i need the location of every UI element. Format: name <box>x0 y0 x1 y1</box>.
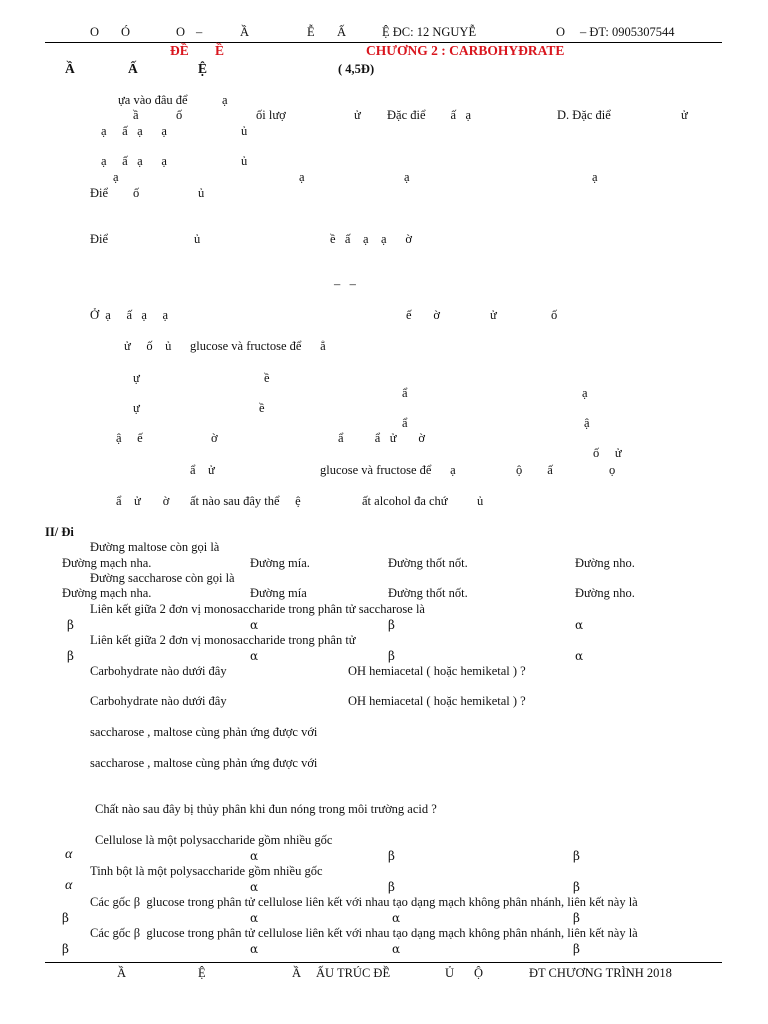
option-a: Đường mạch nha. <box>62 556 152 570</box>
question-fragment: ẩ ử ờ <box>116 494 170 508</box>
option-b: α <box>250 618 259 632</box>
question-fragment: Đặc điể ấ ạ <box>387 108 471 122</box>
question-fragment: ử <box>354 108 361 122</box>
question-stem: OH hemiacetal ( hoặc hemiketal ) ? <box>348 664 526 678</box>
option-d: β <box>573 911 580 925</box>
question-fragment: ố <box>551 308 558 322</box>
question-fragment: ạ ấ ạ ạ <box>101 124 167 138</box>
option-d: β <box>573 942 580 956</box>
option-d: Đường nho. <box>575 586 635 600</box>
question-fragment: ủ <box>241 124 248 138</box>
option-a: α <box>65 878 73 893</box>
question-fragment: Điể ố <box>90 186 140 200</box>
part-2-heading: II/ Đi <box>45 525 74 539</box>
question-fragment: ộ ấ <box>516 463 553 477</box>
question-stem: Carbohydrate nào dưới đây <box>90 694 227 708</box>
option-a: β <box>67 649 74 663</box>
question-stem: Các gốc β glucose trong phân tử cellulose liên kết với nhau tạo dạng mạch không phân nhánh, liên kết này là <box>90 895 638 909</box>
question-fragment: ủ <box>241 154 248 168</box>
option-d: β <box>573 849 580 863</box>
part-heading-fragment: Ầ <box>65 61 75 76</box>
question-stem: Tinh bột là một polysaccharide gồm nhiều gốc <box>90 864 323 878</box>
option-c: α <box>392 942 401 956</box>
question-fragment: Ở ạ ấ ạ ạ <box>90 308 169 322</box>
question-fragment: ẩ <box>402 386 408 400</box>
option-c: Đường thốt nốt. <box>388 586 468 600</box>
question-fragment: ạ ấ ạ ạ <box>101 154 167 168</box>
question-fragment: ựa vào đâu để ạ <box>118 93 228 107</box>
option-a: Đường mạch nha. <box>62 586 152 600</box>
option-d: β <box>573 880 580 894</box>
option-d: Đường nho. <box>575 556 635 570</box>
header-fragment: O <box>90 25 100 39</box>
part-heading-fragment: Ệ <box>198 61 208 76</box>
question-stem: Liên kết giữa 2 đơn vị monosaccharide trong phân tử <box>90 633 356 647</box>
title-fragment: Ề <box>215 43 225 58</box>
question-fragment: ử <box>681 108 688 122</box>
option-b: Đường mía. <box>250 556 310 570</box>
points-label: ( 4,5Đ) <box>338 62 375 76</box>
question-stem: saccharose , maltose cùng phản ứng được với <box>90 725 318 739</box>
question-stem: OH hemiacetal ( hoặc hemiketal ) ? <box>348 694 526 708</box>
question-fragment: ủ <box>198 186 205 200</box>
question-fragment: ự <box>133 371 140 385</box>
question-stem: Đường maltose còn gọi là <box>90 540 220 554</box>
question-fragment: ờ <box>211 431 218 445</box>
option-a: α <box>65 847 73 862</box>
question-stem: Liên kết giữa 2 đơn vị monosaccharide trong phân tử saccharose là <box>90 602 425 616</box>
header-fragment: Ấ <box>337 25 347 39</box>
question-fragment: ự <box>133 401 140 415</box>
question-fragment: ọ <box>609 463 616 477</box>
header-fragment: Ầ <box>240 25 250 39</box>
question-fragment: ủ <box>194 232 201 246</box>
part-heading-fragment: Ấ <box>128 61 138 76</box>
footer-fragment: Ầ <box>292 966 302 980</box>
question-fragment: ẩ <box>402 416 408 430</box>
option-a: β <box>62 942 69 956</box>
question-fragment: ất nào sau đây thể ệ <box>190 494 301 508</box>
option-d: α <box>575 649 584 663</box>
question-fragment: ạ <box>404 170 410 184</box>
footer-rule <box>45 962 722 963</box>
question-fragment: glucose và fructose để ẳ <box>190 339 326 353</box>
question-fragment: ạ <box>582 386 588 400</box>
question-fragment: – – <box>334 277 356 291</box>
header-fragment: Ó <box>121 25 131 39</box>
question-fragment: ất alcohol đa chứ <box>362 494 448 508</box>
header-address: Ệ ĐC: 12 NGUYỄ <box>382 25 477 39</box>
option-b: Đường mía <box>250 586 307 600</box>
question-stem: Các gốc β glucose trong phân tử cellulose liên kết với nhau tạo dạng mạch không phân nhánh, liên kết này là <box>90 926 638 940</box>
question-fragment: ầ ố <box>133 108 183 122</box>
option-d: α <box>575 618 584 632</box>
question-fragment: ố ử <box>593 446 622 460</box>
question-fragment: ủ <box>477 494 484 508</box>
footer-fragment: ẤU TRÚC ĐỀ <box>316 966 391 980</box>
option-b: α <box>250 942 259 956</box>
question-fragment: ẩ ử <box>190 463 215 477</box>
question-stem: saccharose , maltose cùng phản ứng được với <box>90 756 318 770</box>
header-phone: – ĐT: 0905307544 <box>580 25 675 39</box>
option-b: α <box>250 880 259 894</box>
footer-fragment: Ệ <box>198 966 206 980</box>
option-a: β <box>62 911 69 925</box>
question-fragment: ối lượ <box>256 108 286 122</box>
option-a: β <box>67 618 74 632</box>
question-fragment: ạ <box>592 170 598 184</box>
question-fragment: ạ <box>299 170 305 184</box>
question-stem: Cellulose là một polysaccharide gồm nhiều gốc <box>95 833 333 847</box>
option-c: β <box>388 649 395 663</box>
question-stem: Chất nào sau đây bị thủy phân khi đun nóng trong môi trường acid ? <box>95 802 437 816</box>
question-fragment: ề ấ ạ ạ ờ <box>330 232 412 246</box>
question-fragment: ử ố ủ <box>124 339 172 353</box>
option-c: β <box>388 880 395 894</box>
question-fragment: ạ <box>113 170 119 184</box>
header-fragment: Ễ <box>307 25 315 39</box>
option-c: Đường thốt nốt. <box>388 556 468 570</box>
question-fragment: ử <box>490 308 497 322</box>
question-fragment: Điể <box>90 232 109 246</box>
option-b: α <box>250 849 259 863</box>
chapter-title: CHƯƠNG 2 : CARBOHYĐRATE <box>366 43 565 58</box>
option-c: α <box>392 911 401 925</box>
footer-program: ĐT CHƯƠNG TRÌNH 2018 <box>529 966 672 980</box>
option-b: α <box>250 649 259 663</box>
question-fragment: ế ờ <box>406 308 441 322</box>
question-fragment: ề <box>259 401 265 415</box>
question-stem: Carbohydrate nào dưới đây <box>90 664 227 678</box>
question-fragment: D. Đặc điể <box>557 108 611 122</box>
header-fragment: – <box>196 25 203 39</box>
question-fragment: ậ ế <box>116 431 143 445</box>
footer-fragment: Ủ <box>445 966 455 980</box>
question-fragment: ẩ ẩ ử ờ <box>338 431 425 445</box>
option-c: β <box>388 618 395 632</box>
question-fragment: glucose và fructose để ạ <box>320 463 456 477</box>
title-fragment: ĐỀ <box>170 43 189 58</box>
option-b: α <box>250 911 259 925</box>
question-fragment: ậ <box>584 416 590 430</box>
option-c: β <box>388 849 395 863</box>
header-fragment: O <box>176 25 186 39</box>
question-stem: Đường saccharose còn gọi là <box>90 571 235 585</box>
question-fragment: ề <box>264 371 270 385</box>
header-fragment: O <box>556 25 566 39</box>
footer-fragment: Ầ <box>117 966 127 980</box>
footer-fragment: Ộ <box>474 966 484 980</box>
